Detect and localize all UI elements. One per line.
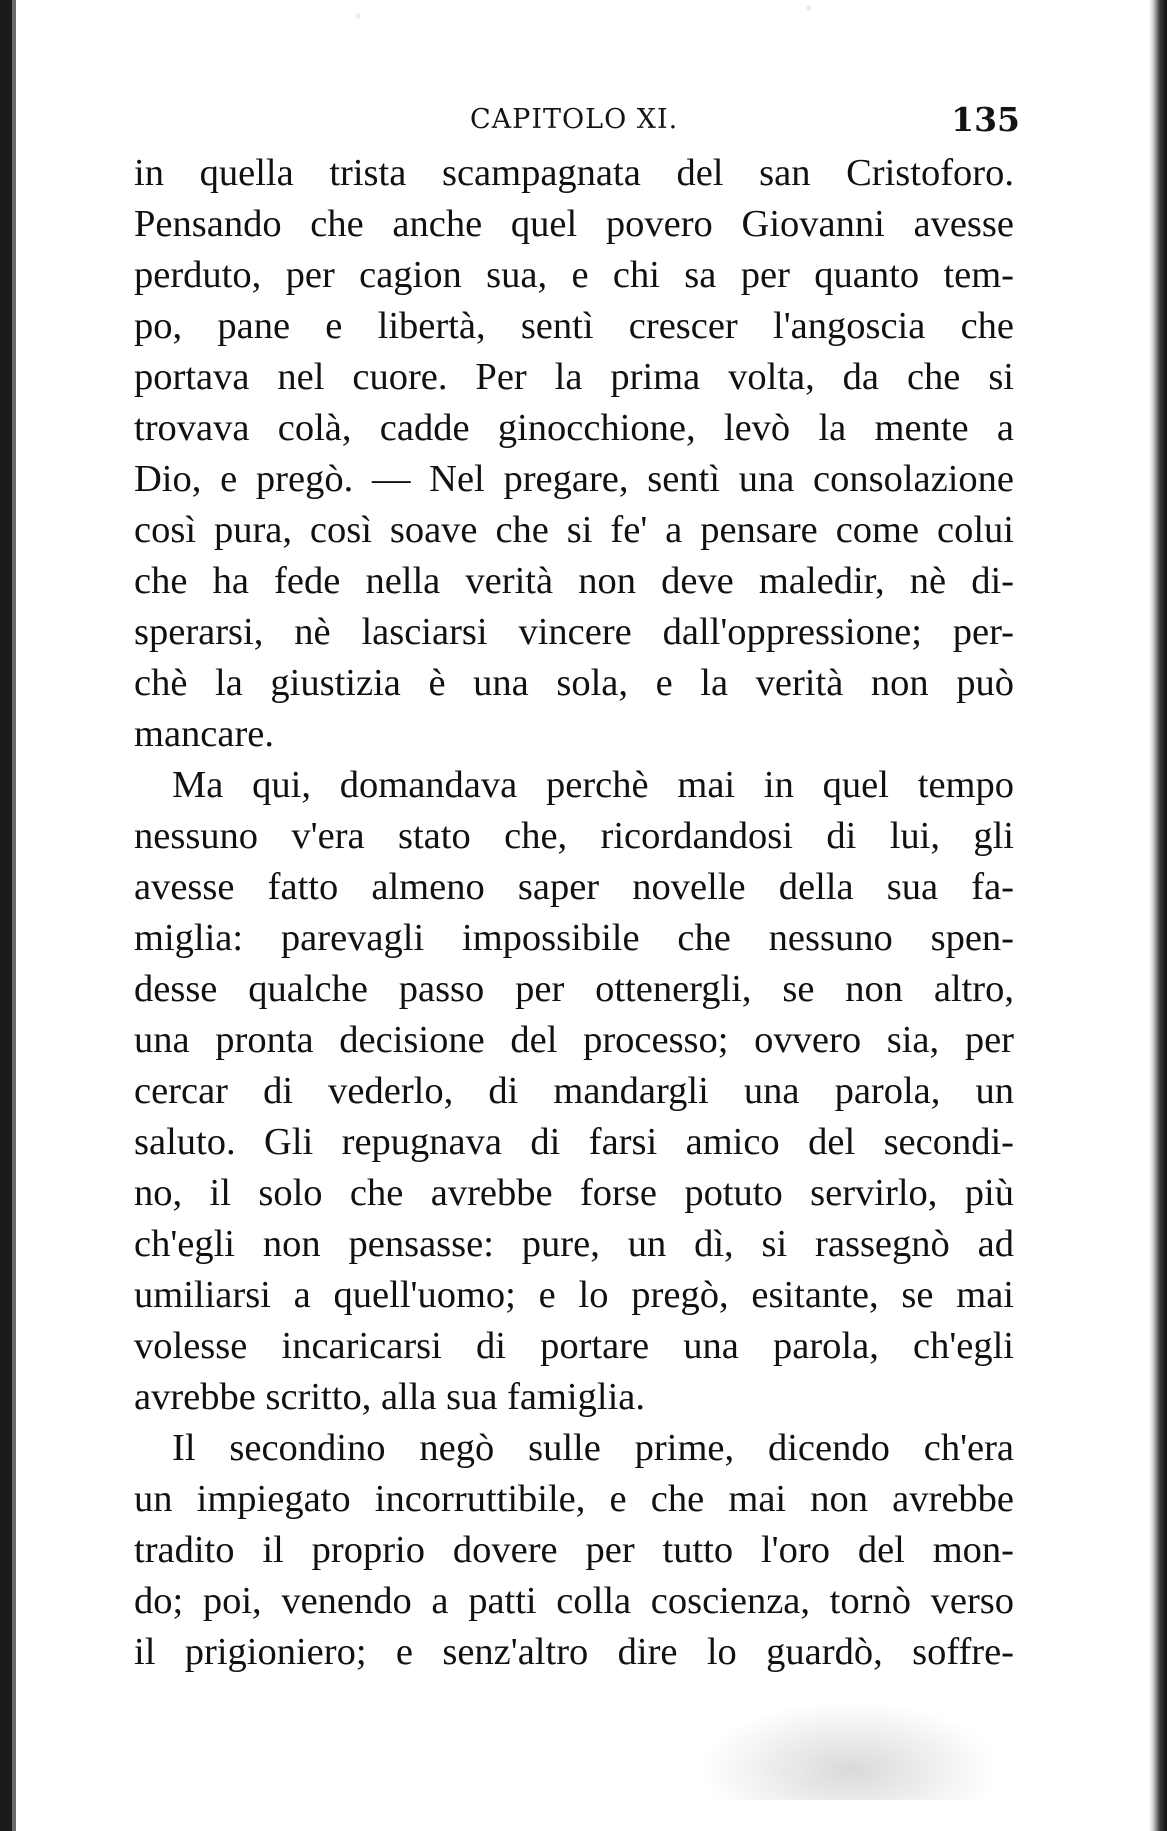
text-line: po, pane e libertà, sentì crescer l'angoscia che [134, 305, 1014, 347]
scan-smudge [700, 1700, 1000, 1800]
page-left-edge [0, 0, 12, 1831]
text-line: umiliarsi a quell'uomo; e lo pregò, esitante, se mai [134, 1274, 1014, 1316]
text-line: una pronta decisione del processo; ovvero sia, per [134, 1019, 1014, 1061]
text-line: miglia: parevagli impossibile che nessuno spen- [134, 917, 1014, 959]
text-line: tradito il proprio dovere per tutto l'oro del mon- [134, 1529, 1014, 1571]
text-line: Pensando che anche quel povero Giovanni avesse [134, 203, 1014, 245]
body-text [134, 148, 1014, 1678]
text-line: in quella trista scampagnata del san Cristoforo. [134, 152, 1014, 194]
text-line: chè la giustizia è una sola, e la verità non può [134, 662, 1014, 704]
text-line: Dio, e pregò. — Nel pregare, sentì una consolazione [134, 458, 1014, 500]
text-line: un impiegato incorruttibile, e che mai non avrebbe [134, 1478, 1014, 1520]
text-line: desse qualche passo per ottenergli, se non altro, [134, 968, 1014, 1010]
text-line: che ha fede nella verità non deve maledir, nè di- [134, 560, 1014, 602]
text-line: sperarsi, nè lasciarsi vincere dall'oppressione; per- [134, 611, 1014, 653]
text-line: no, il solo che avrebbe forse potuto servirlo, più [134, 1172, 1014, 1214]
page-right-edge [1149, 0, 1167, 1831]
page-number: 135 [951, 100, 1020, 139]
text-line: saluto. Gli repugnava di farsi amico del secondi- [134, 1121, 1014, 1163]
text-line: do; poi, venendo a patti colla coscienza, tornò verso [134, 1580, 1014, 1622]
page-left-shadow [12, 0, 16, 1831]
text-line: ch'egli non pensasse: pure, un dì, si rassegnò ad [134, 1223, 1014, 1265]
text-line: mancare. [134, 713, 274, 755]
scan-noise [20, 0, 1147, 40]
text-line: avrebbe scritto, alla sua famiglia. [134, 1376, 645, 1418]
text-line: trovava colà, cadde ginocchione, levò la mente a [134, 407, 1014, 449]
chapter-title: CAPITOLO XI. [470, 104, 679, 135]
text-line: portava nel cuore. Per la prima volta, da che si [134, 356, 1014, 398]
paragraph-start-line: Ma qui, domandava perchè mai in quel tempo [172, 764, 1014, 806]
text-line: avesse fatto almeno saper novelle della sua fa- [134, 866, 1014, 908]
text-line: nessuno v'era stato che, ricordandosi di lui, gli [134, 815, 1014, 857]
text-line: cercar di vederlo, di mandargli una parola, un [134, 1070, 1014, 1112]
paragraph-start-line: Il secondino negò sulle prime, dicendo ch'era [172, 1427, 1014, 1469]
text-line: perduto, per cagion sua, e chi sa per quanto tem- [134, 254, 1014, 296]
text-line: il prigioniero; e senz'altro dire lo guardò, soffre- [134, 1631, 1014, 1673]
text-line: volesse incaricarsi di portare una parola, ch'egli [134, 1325, 1014, 1367]
running-head [130, 100, 1020, 140]
text-line: così pura, così soave che si fe' a pensare come colui [134, 509, 1014, 551]
